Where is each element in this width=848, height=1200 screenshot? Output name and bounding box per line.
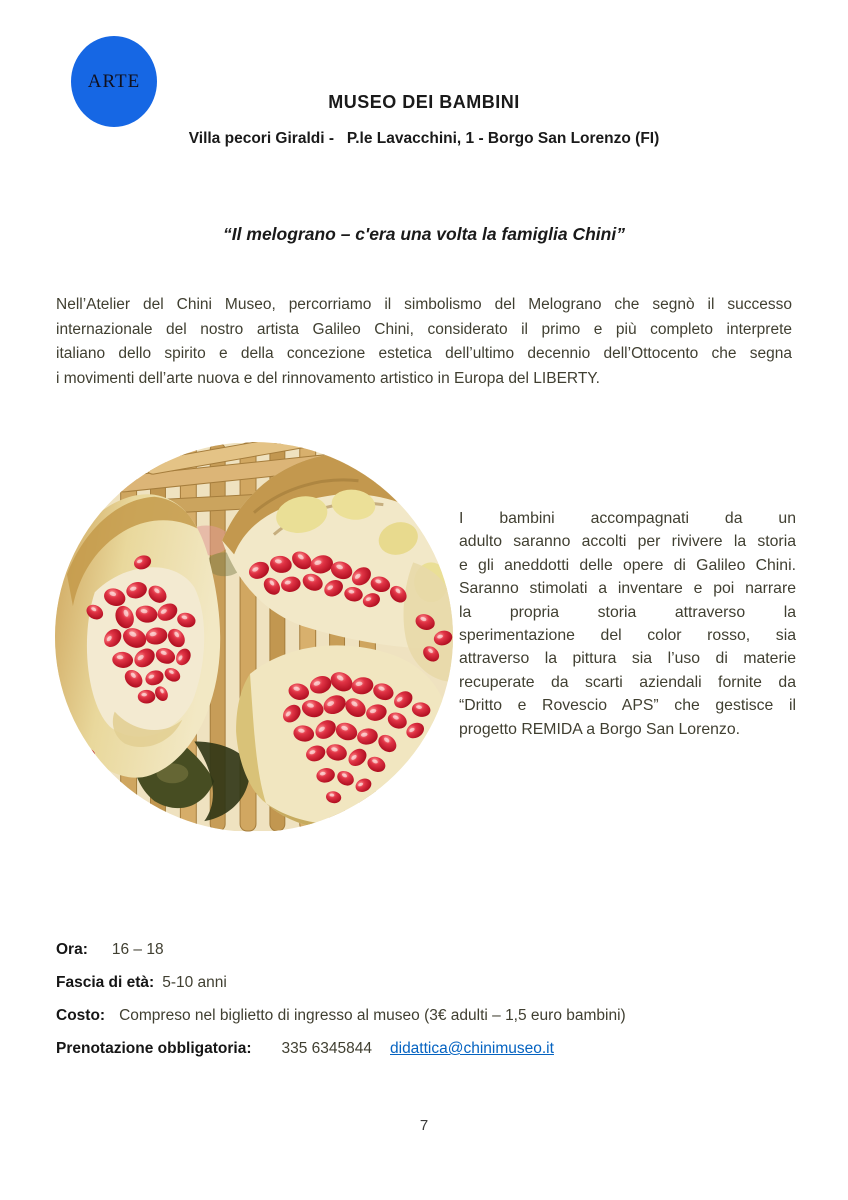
intro-line: internazionale del nostro artista Galileo Chini, considerato il primo e più completo interprete (56, 320, 792, 338)
side-line: recuperate da scarti aziendali fornite da (459, 673, 796, 691)
pomegranate-photo (55, 442, 453, 832)
side-line: adulto saranno accolti per rivivere la storia (459, 533, 796, 551)
arte-badge-label: ARTE (87, 70, 141, 92)
detail-row-fascia (56, 966, 796, 999)
intro-line: italiano dello spirito e della concezione estetica dell’ultimo decennio dell’Ottocento che segna (56, 345, 792, 363)
side-line: attraverso la pittura sia l’uso di materie (459, 650, 796, 668)
email-link[interactable]: didattica@chinimuseo.it (390, 1040, 554, 1057)
intro-paragraph (56, 293, 792, 391)
side-line: Saranno stimolati a inventare e poi narrare (459, 580, 796, 598)
side-line: I bambini accompagnati da un (459, 510, 796, 527)
phone-number: 335 6345844 (281, 1040, 372, 1057)
page-number: 7 (419, 1117, 429, 1134)
intro-line: Nell’Atelier del Chini Museo, percorriamo il simbolismo del Melograno che segnò il successo (56, 296, 792, 313)
detail-row-costo (56, 999, 796, 1032)
detail-row-prenotazione (56, 1032, 796, 1065)
side-line: sperimentazione del color rosso, sia (459, 627, 796, 645)
page-title: MUSEO DEI BAMBINI (328, 92, 520, 112)
detail-label: Ora: (56, 941, 88, 958)
detail-label: Prenotazione obbligatoria: (56, 1040, 252, 1057)
address-line: Villa pecori Giraldi - P.le Lavacchini, 1 - Borgo San Lorenzo (FI) (188, 130, 660, 147)
arte-badge (71, 36, 157, 127)
detail-row-ora (56, 933, 796, 966)
intro-line: i movimenti dell’arte nuova e del rinnovamento artistico in Europa del LIBERTY. (56, 369, 600, 387)
detail-value: 16 – 18 (111, 941, 164, 958)
detail-label: Fascia di età: (56, 974, 155, 991)
side-line: progetto REMIDA a Borgo San Lorenzo. (459, 720, 740, 738)
detail-value: Compreso nel biglietto di ingresso al museo (3€ adulti – 1,5 euro bambini) (119, 1007, 626, 1024)
details-block (56, 933, 796, 1065)
pomegranate-image (55, 442, 453, 832)
side-paragraph (459, 507, 796, 741)
side-line: la propria storia attraverso la (459, 603, 796, 621)
side-line: e gli aneddotti delle opere di Galileo Chini. (459, 556, 796, 574)
detail-value: 5-10 anni (162, 974, 227, 991)
side-line: “Dritto e Rovescio APS” che gestisce il (459, 697, 796, 715)
detail-label: Costo: (56, 1007, 106, 1024)
event-title: “Il melograno – c'era una volta la famiglia Chini” (223, 224, 625, 244)
